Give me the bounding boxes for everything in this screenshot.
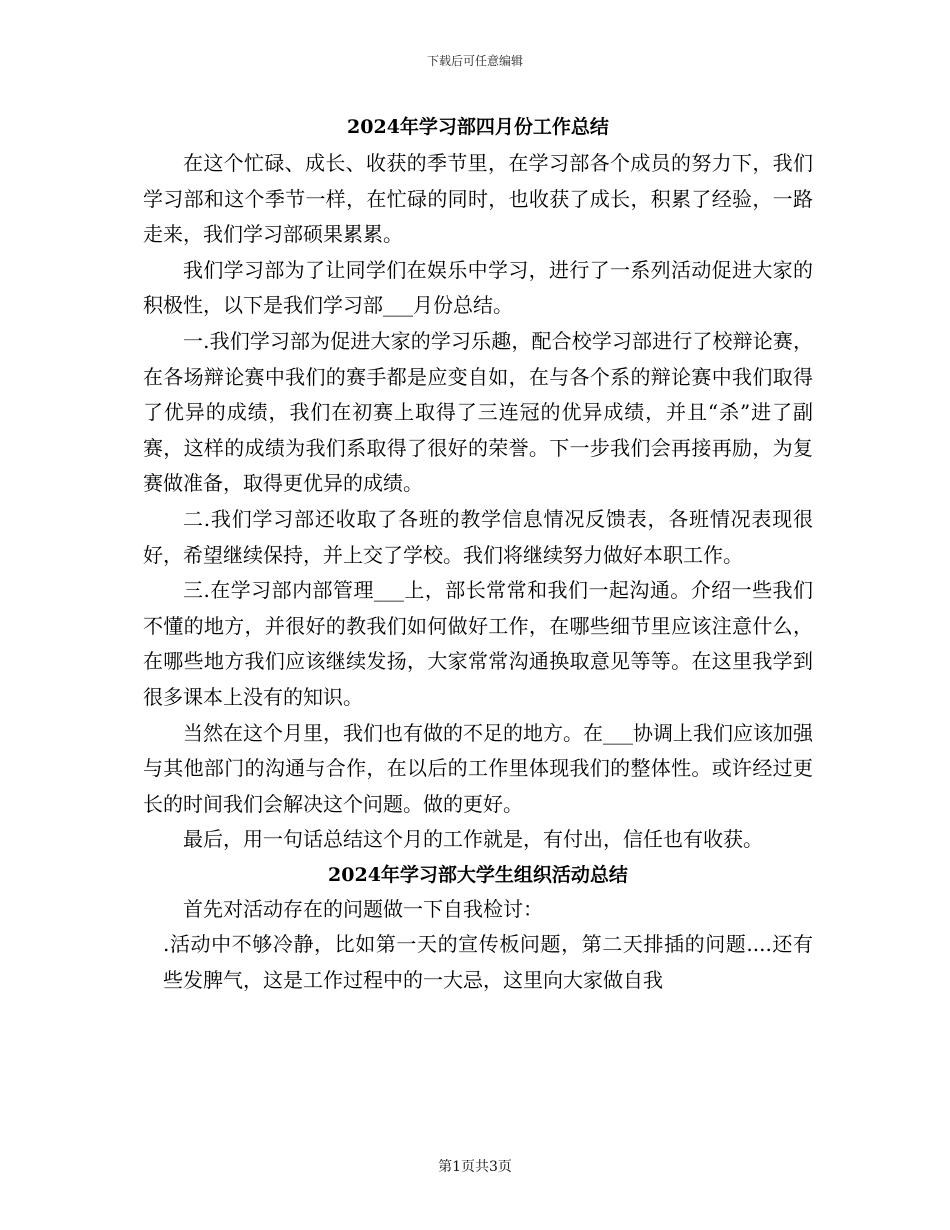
page-header: 下载后可任意编辑 bbox=[426, 54, 523, 68]
paragraph-5: 三.在学习部内部管理___上，部长常常和我们一起沟通。介绍一些我们不懂的地方，并很好的教我们如何做好工作，在哪些细节里应该注意什么，在哪些地方我们应该继续发扬，大家常常沟通换取意见等等。在这里我学到很多课本上没有的知识。 bbox=[143, 578, 813, 709]
paragraph-9: .活动中不够冷静，比如第一天的宣传板问题，第二天排插的问题....还有些发脾气，这是工作过程中的一大忌，这里向大家做自我 bbox=[163, 932, 813, 993]
paragraph-4: 二.我们学习部还收取了各班的教学信息情况反馈表，各班情况表现很好，希望继续保持，并上交了学校。我们将继续努力做好本职工作。 bbox=[143, 506, 813, 567]
paragraph-2: 我们学习部为了让同学们在娱乐中学习，进行了一系列活动促进大家的积极性，以下是我们学习部___月份总结。 bbox=[143, 257, 813, 318]
document-body bbox=[143, 112, 813, 999]
paragraph-1: 在这个忙碌、成长、收获的季节里，在学习部各个成员的努力下，我们学习部和这个季节一样，在忙碌的同时，也收获了成长，积累了经验，一路走来，我们学习部硕果累累。 bbox=[143, 151, 813, 247]
paragraph-3: 一.我们学习部为促进大家的学习乐趣，配合校学习部进行了校辩论赛，在各场辩论赛中我们的赛手都是应变自如，在与各个系的辩论赛中我们取得了优异的成绩，我们在初赛上取得了三连冠的优异成绩，并且“杀”进了副赛，这样的成绩为我们系取得了很好的荣誉。下一步我们会再接再励，为复赛做准备，取得更优异的成绩。 bbox=[143, 328, 813, 496]
paragraph-6: 当然在这个月里，我们也有做的不足的地方。在___协调上我们应该加强与其他部门的沟通与合作，在以后的工作里体现我们的整体性。或许经过更长的时间我们会解决这个问题。做的更好。 bbox=[143, 720, 813, 816]
page-footer: 第1页共3页 bbox=[438, 1159, 512, 1175]
doc-title-1: 2024年学习部四月份工作总结 bbox=[347, 116, 609, 138]
doc-title-2: 2024年学习部大学生组织活动总结 bbox=[328, 863, 628, 886]
paragraph-8: 首先对活动存在的问题做一下自我检讨： bbox=[183, 896, 543, 921]
paragraph-7: 最后，用一句话总结这个月的工作就是，有付出，信任也有收获。 bbox=[183, 827, 763, 852]
